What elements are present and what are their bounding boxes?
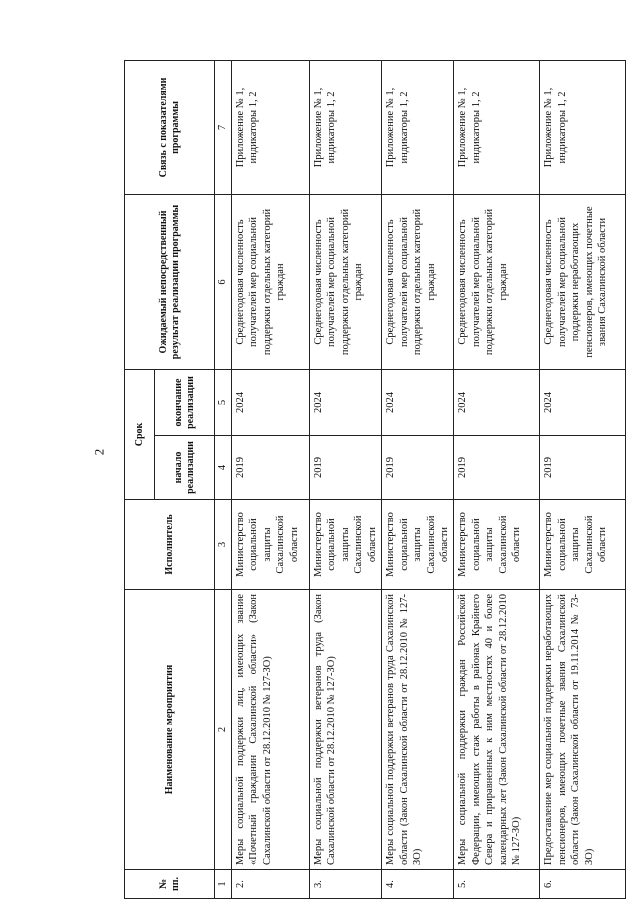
table-row xyxy=(540,60,626,898)
column-number: 5 xyxy=(215,369,232,435)
column-number: 6 xyxy=(215,194,232,369)
header-term: Срок xyxy=(125,369,155,499)
start-year: 2019 xyxy=(310,436,382,500)
measure-name: Меры социальной поддержки ветеранов труда Сахалинской области (Закон Сахалинской области от 28.12.2010 № 127-ЗО) xyxy=(382,590,454,870)
program-link: Приложение № 1, индикаторы 1, 2 xyxy=(310,60,382,194)
header-result: Ожидаемый непосредственный результат реализации программы xyxy=(125,194,215,369)
rotated-table-container xyxy=(124,61,626,899)
start-year: 2019 xyxy=(540,436,626,500)
expected-result: Среднегодовая численность получателей мер социальной поддержки отдельных категорий граждан xyxy=(382,194,454,369)
header-link: Связь с показателями программы xyxy=(125,60,215,194)
table-row xyxy=(310,60,382,898)
start-year: 2019 xyxy=(232,436,310,500)
expected-result: Среднегодовая численность получателей мер социальной поддержки неработающих пенсионеров, имеющих почетные звания Сахалинской области xyxy=(540,194,626,369)
header-num: № пп. xyxy=(125,870,215,899)
column-number: 3 xyxy=(215,500,232,590)
column-number: 7 xyxy=(215,60,232,194)
measure-name: Предоставление мер социальной поддержки неработающих пенсионеров, имеющих почетные звания Сахалинской области (Закон Сахалинской области от 19.11.2014 № 73-ЗО) xyxy=(540,590,626,870)
expected-result: Среднегодовая численность получателей мер социальной поддержки отдельных категорий граждан xyxy=(310,194,382,369)
table-row xyxy=(454,60,540,898)
column-numbers-row xyxy=(215,60,232,898)
column-number: 1 xyxy=(215,870,232,899)
header-executor: Исполнитель xyxy=(125,500,215,590)
program-link: Приложение № 1, индикаторы 1, 2 xyxy=(454,60,540,194)
end-year: 2024 xyxy=(232,369,310,435)
expected-result: Среднегодовая численность получателей мер социальной поддержки отдельных категорий граждан xyxy=(232,194,310,369)
header-row-1 xyxy=(125,60,155,898)
header-end: окончание реализации xyxy=(155,369,215,435)
column-number: 4 xyxy=(215,436,232,500)
executor: Министерство социальной защиты Сахалинской области xyxy=(540,500,626,590)
start-year: 2019 xyxy=(382,436,454,500)
row-number: 6. xyxy=(540,870,626,899)
end-year: 2024 xyxy=(382,369,454,435)
measure-name: Меры социальной поддержки ветеранов труда (Закон Сахалинской области от 28.12.2010 № 127-ЗО) xyxy=(310,590,382,870)
measure-name: Меры социальной поддержки граждан Российской Федерации, имеющих стаж работы в районах Крайнего Севера и приравненных к ним местностях 40 и более календарных лет (Закон Сахалинской области от 28.12.2010 № 127-ЗО) xyxy=(454,590,540,870)
measures-table xyxy=(124,60,626,899)
row-number: 3. xyxy=(310,870,382,899)
row-number: 2. xyxy=(232,870,310,899)
executor: Министерство социальной защиты Сахалинской области xyxy=(454,500,540,590)
row-number: 5. xyxy=(454,870,540,899)
executor: Министерство социальной защиты Сахалинской области xyxy=(310,500,382,590)
end-year: 2024 xyxy=(540,369,626,435)
end-year: 2024 xyxy=(310,369,382,435)
header-start: начало реализации xyxy=(155,436,215,500)
table-row xyxy=(232,60,310,898)
measure-name: Меры социальной поддержки лиц, имеющих звание «Почетный гражданин Сахалинской области» (Закон Сахалинской области от 28.12.2010 № 127-ЗО) xyxy=(232,590,310,870)
executor: Министерство социальной защиты Сахалинской области xyxy=(232,500,310,590)
row-number: 4. xyxy=(382,870,454,899)
page-number: 2 xyxy=(91,448,107,456)
executor: Министерство социальной защиты Сахалинской области xyxy=(382,500,454,590)
start-year: 2019 xyxy=(454,436,540,500)
table-row xyxy=(382,60,454,898)
end-year: 2024 xyxy=(454,369,540,435)
program-link: Приложение № 1, индикаторы 1, 2 xyxy=(382,60,454,194)
expected-result: Среднегодовая численность получателей мер социальной поддержки отдельных категорий граждан xyxy=(454,194,540,369)
program-link: Приложение № 1, индикаторы 1, 2 xyxy=(232,60,310,194)
column-number: 2 xyxy=(215,590,232,870)
program-link: Приложение № 1, индикаторы 1, 2 xyxy=(540,60,626,194)
header-name: Наименование мероприятия xyxy=(125,590,215,870)
